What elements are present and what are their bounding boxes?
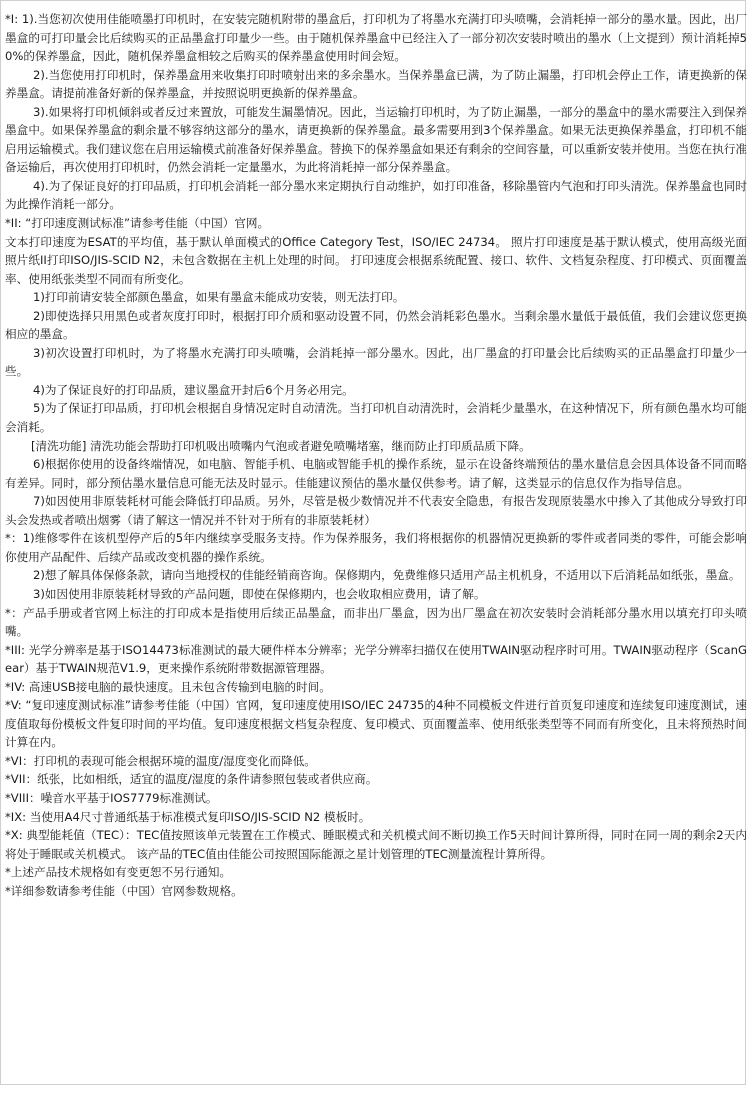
footnote-official-specs: *详细参数请参考佳能（中国）官网参数规格。 <box>5 883 243 898</box>
footnote-ii-heading: *II: “打印速度测试标准”请参考佳能（中国）官网。 <box>5 216 270 231</box>
footnote-ii-3: 3)初次设置打印机时，为了将墨水充满打印头喷嘴，会消耗掉一部分墨水。因此，出厂墨盒的打印量会比后续购买的正品墨盒打印量少一些。 <box>5 345 747 379</box>
footnote-warranty-1: *：1)维修零件在该机型停产后的5年内继续享受服务支持。作为保养服务，我们将根据你的机器情况更换新的零件或者同类的零件，可能会影响你使用产品配件、后续产品或改变机器的操作系统。 <box>5 531 747 564</box>
footnotes-text <box>5 10 747 900</box>
footnote-ix: *IX: 当使用A4尺寸普通纸基于标准模式复印ISO/JIS-SCID N2 模板时。 <box>5 809 371 824</box>
footnote-ii-body: 文本打印速度为ESAT的平均值，基于默认单面模式的Office Category Test，ISO/IEC 24734。 照片打印速度是基于默认模式，使用高级光面照片纸II打印ISO/JIS-SCID N2，未包含数据在主机上处理的时间。 打印速度会根据系统配置、接口、软件、文档复杂程度、打印模式、页面覆盖率、使用纸张类型不同而有所变化。 <box>5 234 747 286</box>
footnote-i-1: *I: 1).当您初次使用佳能喷墨打印机时，在安装完随机附带的墨盒后，打印机为了将墨水充满打印头喷嘴，会消耗掉一部分的墨水量。因此，出厂墨盒的可打印量会比后续购买的正品墨盒打印量少一些。由于随机保养墨盒中已经注入了一部分初次安装时喷出的墨水（上文提到）预计消耗掉50%的保养墨盒，因此，随机保养墨盒相较之后购买的保养墨盒使用时间会短。 <box>5 12 747 64</box>
footnote-ii-5: 5)为了保证打印品质，打印机会根据自身情况定时自动清洗。当打印机自动清洗时，会消耗少量墨水，在这种情况下，所有颜色墨水均可能会消耗。 <box>5 401 747 435</box>
footnote-x: *X: 典型能耗值（TEC）：TEC值按照该单元装置在工作模式、睡眠模式和关机模式间不断切换工作5天时间计算所得，同时在同一周的剩余2天内将处于睡眠或关机模式。 该产品的TEC值由佳能公司按照国际能源之星计划管理的TEC测量流程计算所得。 <box>5 828 747 861</box>
footnote-ii-6: 6)根据你使用的设备终端情况，如电脑、智能手机、电脑或智能手机的操作系统，显示在设备终端预估的墨水量信息会因具体设备不同而略有差异。同时，部分预估墨水量信息可能无法及时显示。佳能建议预估的墨水量仅供参考。请了解，这类显示的信息仅作为指导信息。 <box>5 457 747 490</box>
footnote-warranty-2: 2)想了解具体保修条款，请向当地授权的佳能经销商咨询。保修期内，免费维修只适用产品主机机身，不适用以下后消耗品如纸张，墨盒。 <box>33 568 741 583</box>
footnote-ii-1: 1)打印前请安装全部颜色墨盒，如果有墨盒未能成功安装，则无法打印。 <box>33 290 405 305</box>
footnote-warranty-3: 3)如因使用非原装耗材导致的产品问题，即使在保修期内，也会收取相应费用，请了解。 <box>33 586 486 601</box>
footnote-spec-change: *上述产品技术规格如有变更恕不另行通知。 <box>5 865 232 880</box>
footnote-iv: *IV: 高速USB接电脑的最快速度。且未包含传输到电脑的时间。 <box>5 679 331 694</box>
footnote-print-cost: *：产品手册或者官网上标注的打印成本是指使用后续正品墨盒，而非出厂墨盒，因为出厂墨盒在初次安装时会消耗部分墨水用以填充打印头喷嘴。 <box>5 605 747 639</box>
footnote-cleaning-function: [清洗功能] 清洗功能会帮助打印机吸出喷嘴内气泡或者避免喷嘴堵塞，继而防止打印质品质下降。 <box>31 438 531 453</box>
footnote-iii: *III: 光学分辨率是基于ISO14473标准测试的最大硬件样本分辨率；光学分辨率扫描仅在使用TWAIN驱动程序时可用。TWAIN驱动程序（ScanGear）基于TWAIN规范V1.9，更来操作系统附带数据源管理器。 <box>5 642 747 676</box>
footnote-v: *V: “复印速度测试标准”请参考佳能（中国）官网，复印速度使用ISO/IEC 24735的4种不同模板文件进行首页复印速度和连续复印速度测试，速度值取每份模板文件复印时间的平均值。复印速度根据文档复杂程度、复印模式、页面覆盖率、使用纸张类型等不同而有所变化，且未将预热时间计算在内。 <box>5 698 748 750</box>
footnote-vii: *VII：纸张，比如相纸，适宜的温度/湿度的条件请参照包装或者供应商。 <box>5 772 378 787</box>
footnote-viii: *VIII：噪音水平基于IOS7779标准测试。 <box>5 790 218 805</box>
footnote-i-4: 4).为了保证良好的打印品质，打印机会消耗一部分墨水来定期执行自动维护，如打印准备，移除墨管内气泡和打印头清洗。保养墨盒也同时为此操作消耗一部分。 <box>5 178 747 212</box>
footnote-i-3: 3).如果将打印机倾斜或者反过来置放，可能发生漏墨情况。因此，当运输打印机时，为了防止漏墨，一部分的墨盒中的墨水需要注入到保养墨盒中。如果保养墨盒的剩余量不够容纳这部分的墨水，请更换新的保养墨盒。最多需要用到3个保养墨盒。如果无法更换保养墨盒，打印机不能启用运输模式。我们建议您在启用运输模式前准备好保养墨盒。替换下的保养墨盒如果还有剩余的空间容量，可以重新安装并使用。当您在执行准备运输后，再次使用打印机时，仍然会消耗一定量墨水，为此将消耗掉一部分保养墨盒。 <box>5 104 748 175</box>
footnote-ii-7: 7)如因使用非原装耗材可能会降低打印品质。另外，尽管是极少数情况并不代表安全隐患，有报告发现原装墨水中掺入了其他成分导致打印头会发热或者喷出烟雾（请了解这一情况并不针对于所有的非原装耗材） <box>5 494 747 527</box>
footnote-ii-2: 2)即使选择只用黑色或者灰度打印时，根据打印介质和驱动设置不同，仍然会消耗彩色墨水。当剩余墨水量低于最低值，我们会建议您更换相应的墨盒。 <box>5 308 747 342</box>
footnote-ii-4: 4)为了保证良好的打印品质，建议墨盒开封后6个月务必用完。 <box>33 382 354 397</box>
footnote-i-2: 2).当您使用打印机时，保养墨盒用来收集打印时喷射出来的多余墨水。当保养墨盒已满，为了防止漏墨，打印机会停止工作，请更换新的保养墨盒。请提前准备好新的保养墨盒，并按照说明更换新的保养墨盒。 <box>5 67 747 101</box>
footnote-vi: *VI：打印机的表现可能会根据环境的温度/湿度变化而降低。 <box>5 753 316 768</box>
